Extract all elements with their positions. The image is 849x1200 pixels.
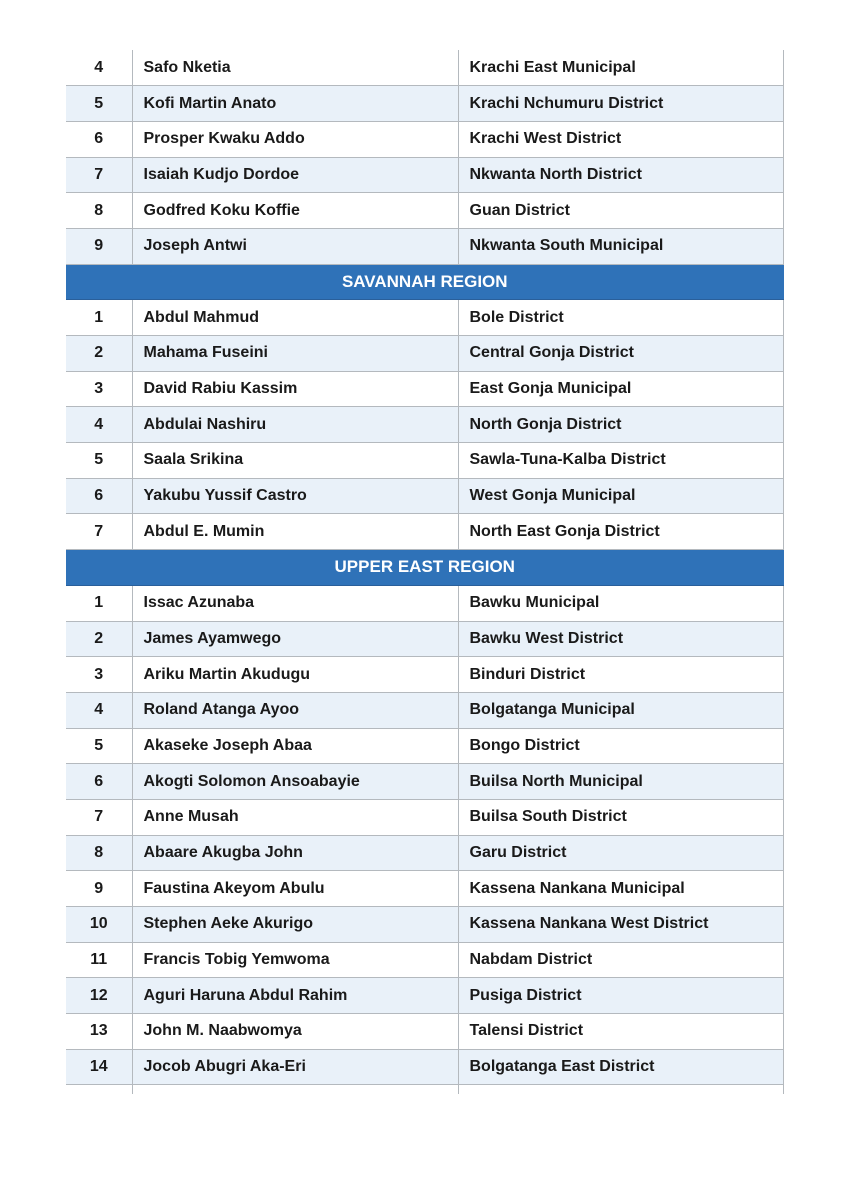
table-row [66, 835, 784, 871]
row-number-cell: 3 [66, 657, 132, 693]
district-cell: North Gonja District [458, 407, 784, 443]
appointee-name-cell: Yakubu Yussif Castro [132, 478, 458, 514]
row-number-cell: 10 [66, 907, 132, 943]
district-cell: East Gonja Municipal [458, 371, 784, 407]
district-cell: Garu District [458, 835, 784, 871]
row-number-cell: 6 [66, 478, 132, 514]
empty-cell [66, 1085, 132, 1094]
appointee-name-cell: Kofi Martin Anato [132, 86, 458, 122]
appointee-name-cell: Akaseke Joseph Abaa [132, 728, 458, 764]
district-cell: West Gonja Municipal [458, 478, 784, 514]
appointee-name-cell: Anne Musah [132, 799, 458, 835]
table-row [66, 978, 784, 1014]
row-number-cell: 4 [66, 692, 132, 728]
appointee-name-cell: Mahama Fuseini [132, 336, 458, 372]
district-cell: Bongo District [458, 728, 784, 764]
appointee-name-cell: Ariku Martin Akudugu [132, 657, 458, 693]
table-row [66, 336, 784, 372]
district-cell: North East Gonja District [458, 514, 784, 550]
appointee-name-cell: Akogti Solomon Ansoabayie [132, 764, 458, 800]
row-number-cell: 12 [66, 978, 132, 1014]
district-cell: Bawku Municipal [458, 585, 784, 621]
table-row [66, 193, 784, 229]
row-number-cell: 9 [66, 228, 132, 264]
district-cell: Bole District [458, 300, 784, 336]
district-cell: Kassena Nankana Municipal [458, 871, 784, 907]
appointee-name-cell: Abdulai Nashiru [132, 407, 458, 443]
row-number-cell: 1 [66, 300, 132, 336]
district-cell: Nabdam District [458, 942, 784, 978]
row-number-cell: 2 [66, 336, 132, 372]
row-number-cell: 13 [66, 1014, 132, 1050]
table-row [66, 585, 784, 621]
appointee-name-cell: Saala Srikina [132, 443, 458, 479]
region-header-row [66, 264, 784, 300]
appointee-name-cell: Prosper Kwaku Addo [132, 121, 458, 157]
row-number-cell: 2 [66, 621, 132, 657]
empty-cell [458, 1085, 784, 1094]
region-title: SAVANNAH REGION [66, 264, 784, 300]
table-row [66, 50, 784, 86]
row-number-cell: 6 [66, 764, 132, 800]
row-number-cell: 7 [66, 157, 132, 193]
appointee-name-cell: Joseph Antwi [132, 228, 458, 264]
appointees-table-body [66, 50, 784, 1094]
table-row [66, 871, 784, 907]
appointee-name-cell: James Ayamwego [132, 621, 458, 657]
appointee-name-cell: Francis Tobig Yemwoma [132, 942, 458, 978]
table-row [66, 907, 784, 943]
table-row [66, 300, 784, 336]
row-number-cell: 6 [66, 121, 132, 157]
appointee-name-cell: David Rabiu Kassim [132, 371, 458, 407]
row-number-cell: 7 [66, 514, 132, 550]
district-cell: Talensi District [458, 1014, 784, 1050]
row-number-cell: 3 [66, 371, 132, 407]
appointee-name-cell: Isaiah Kudjo Dordoe [132, 157, 458, 193]
district-cell: Kassena Nankana West District [458, 907, 784, 943]
district-cell: Binduri District [458, 657, 784, 693]
table-row [66, 764, 784, 800]
table-row [66, 728, 784, 764]
table-row [66, 942, 784, 978]
appointee-name-cell: Abaare Akugba John [132, 835, 458, 871]
district-cell: Krachi East Municipal [458, 50, 784, 86]
district-cell: Bolgatanga East District [458, 1049, 784, 1085]
district-cell: Krachi Nchumuru District [458, 86, 784, 122]
appointee-name-cell: Roland Atanga Ayoo [132, 692, 458, 728]
row-number-cell: 8 [66, 835, 132, 871]
district-cell: Bawku West District [458, 621, 784, 657]
district-cell: Sawla-Tuna-Kalba District [458, 443, 784, 479]
table-row [66, 692, 784, 728]
table-row [66, 478, 784, 514]
row-number-cell: 5 [66, 728, 132, 764]
table-row [66, 799, 784, 835]
row-number-cell: 1 [66, 585, 132, 621]
table-row [66, 157, 784, 193]
appointee-name-cell: John M. Naabwomya [132, 1014, 458, 1050]
appointee-name-cell: Safo Nketia [132, 50, 458, 86]
row-number-cell: 5 [66, 86, 132, 122]
table-row [66, 371, 784, 407]
table-row [66, 443, 784, 479]
appointee-name-cell: Issac Azunaba [132, 585, 458, 621]
district-cell: Guan District [458, 193, 784, 229]
table-row [66, 228, 784, 264]
row-number-cell: 8 [66, 193, 132, 229]
table-row [66, 657, 784, 693]
district-cell: Krachi West District [458, 121, 784, 157]
appointee-name-cell: Godfred Koku Koffie [132, 193, 458, 229]
table-row [66, 621, 784, 657]
row-number-cell: 4 [66, 50, 132, 86]
table-row [66, 407, 784, 443]
row-number-cell: 14 [66, 1049, 132, 1085]
district-cell: Pusiga District [458, 978, 784, 1014]
region-header-row [66, 550, 784, 586]
appointee-name-cell: Abdul E. Mumin [132, 514, 458, 550]
table-row [66, 514, 784, 550]
row-number-cell: 4 [66, 407, 132, 443]
appointee-name-cell: Faustina Akeyom Abulu [132, 871, 458, 907]
row-number-cell: 5 [66, 443, 132, 479]
table-row [66, 1049, 784, 1085]
appointee-name-cell: Abdul Mahmud [132, 300, 458, 336]
table-row [66, 121, 784, 157]
region-title: UPPER EAST REGION [66, 550, 784, 586]
table-row-partial [66, 1085, 784, 1094]
district-cell: Builsa North Municipal [458, 764, 784, 800]
district-cell: Central Gonja District [458, 336, 784, 372]
appointees-table [66, 50, 784, 1094]
empty-cell [132, 1085, 458, 1094]
district-cell: Nkwanta North District [458, 157, 784, 193]
table-row [66, 86, 784, 122]
appointee-name-cell: Jocob Abugri Aka-Eri [132, 1049, 458, 1085]
district-cell: Bolgatanga Municipal [458, 692, 784, 728]
row-number-cell: 11 [66, 942, 132, 978]
district-cell: Builsa South District [458, 799, 784, 835]
appointee-name-cell: Stephen Aeke Akurigo [132, 907, 458, 943]
row-number-cell: 7 [66, 799, 132, 835]
table-row [66, 1014, 784, 1050]
row-number-cell: 9 [66, 871, 132, 907]
appointee-name-cell: Aguri Haruna Abdul Rahim [132, 978, 458, 1014]
district-cell: Nkwanta South Municipal [458, 228, 784, 264]
